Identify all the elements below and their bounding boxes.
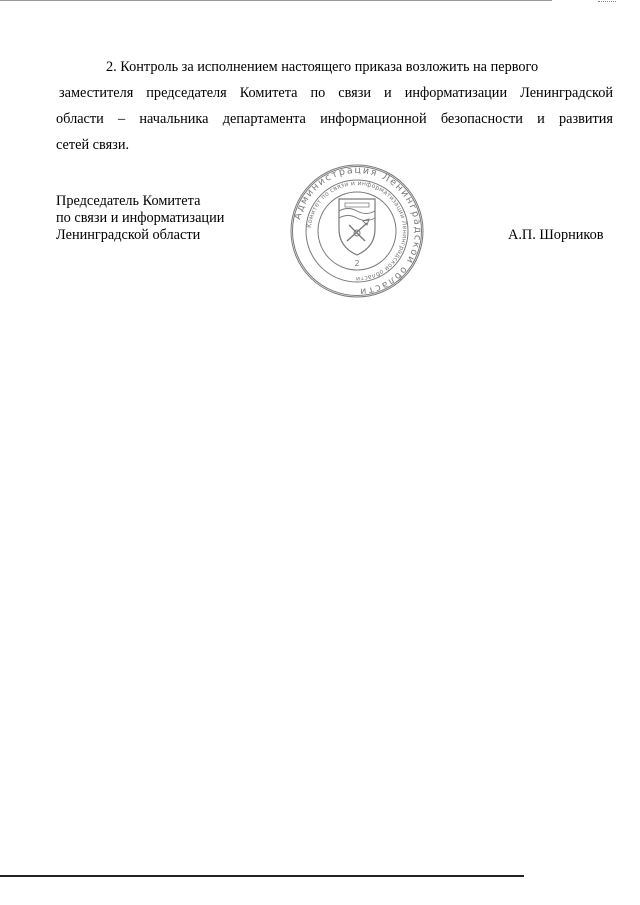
signer-title-line: Ленинградской области bbox=[56, 227, 201, 243]
seal-number: 2 bbox=[354, 259, 360, 268]
coat-of-arms-icon bbox=[339, 199, 375, 255]
signer-title bbox=[56, 193, 286, 244]
bottom-border-line bbox=[0, 875, 524, 877]
paragraph-line: заместителя председателя Комитета по связи и информатизации Ленинградской bbox=[59, 85, 613, 101]
top-corner-mark bbox=[598, 0, 616, 2]
top-border-line bbox=[0, 0, 552, 1]
control-paragraph bbox=[56, 54, 613, 158]
seal-inner-text: Комитет по связи и информатизации Ленинградской области bbox=[306, 179, 409, 283]
official-seal bbox=[289, 163, 425, 299]
paragraph-line: 2. Контроль за исполнением настоящего приказа возложить на первого bbox=[106, 59, 539, 75]
paragraph-line: сетей связи. bbox=[56, 137, 130, 153]
paragraph-line: области – начальника департамента информационной безопасности и развития bbox=[56, 111, 613, 127]
signer-title-line: по связи и информатизации bbox=[56, 210, 225, 226]
seal-outer-text: Администрация Ленинградской области bbox=[292, 164, 424, 298]
signer-name: А.П. Шорников bbox=[508, 227, 604, 243]
signer-title-line: Председатель Комитета bbox=[56, 193, 201, 209]
